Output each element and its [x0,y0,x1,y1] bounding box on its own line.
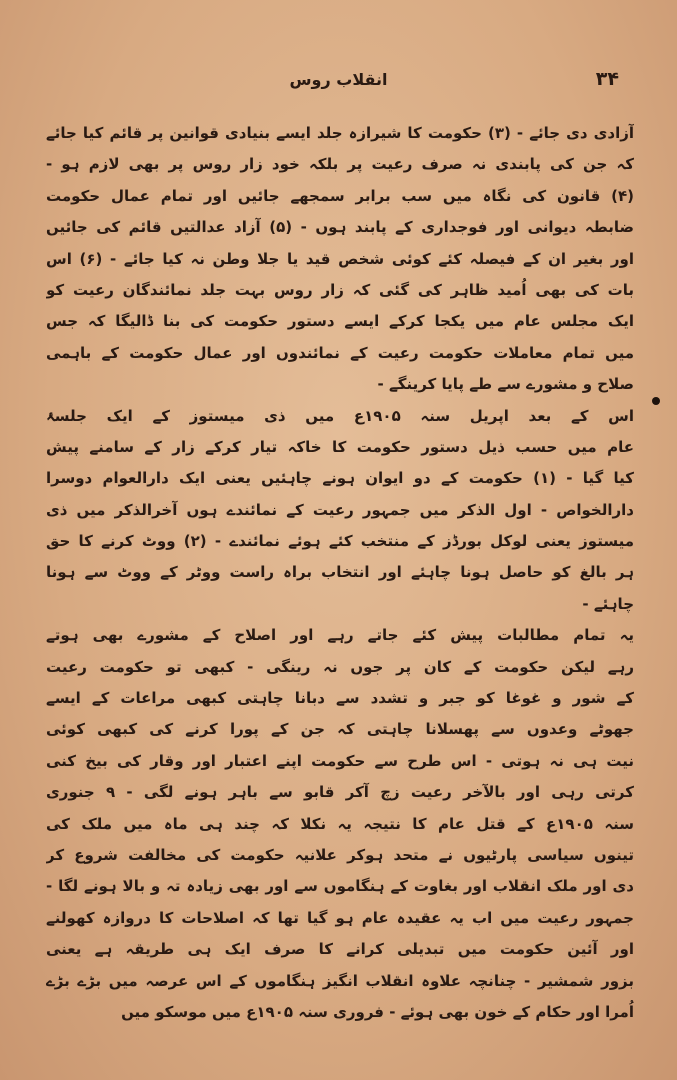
text-line: ہر بالغ کو حاصل ہونا چاہئے اور انتخاب براہ راست ووٹر کے ووٹ سے ہونا [46,563,634,582]
text-line: دی اور ملک انقلاب اور بغاوت کے ہنگاموں سے اور بھی زیادہ تہ و بالا ہونے لگا - [46,877,634,896]
text-line: صلاح و مشورے سے طے پایا کرینگے - [377,375,634,394]
body-text [46,118,634,1028]
page-number: ۳۴ [595,68,619,90]
text-line: کے شور و غوغا کو جبر و تشدد سے دبانا چاہتی کبھی مراعات کے ایسے [46,689,634,708]
text-line: عام میں حسب ذیل دستور حکومت کا خاکہ تیار کرکے زار کے سامنے پیش [46,437,634,456]
text-line: میں تمام معاملات حکومت رعیت کے نمائندوں اور عمال حکومت کے باہمی [46,343,634,362]
text-line: جھوٹے وعدوں سے پھسلانا چاہتی کہ جن کے پورا کرنے کی کبھی کوئی [46,720,634,739]
text-line: نیت ہی نہ ہوتی - اس طرح سے حکومت اپنے اعتبار اور وقار کی بیخ کنی [46,751,634,770]
text-line: جمہور رعیت میں اب یہ عقیدہ عام ہو گیا تھا کہ اصلاحات کا دروازہ کھولنے [46,908,634,927]
text-line: یہ تمام مطالبات پیش کئے جاتے رہے اور اصلاح کے مشورے بھی ہوتے [46,626,634,645]
text-line: ضابطہ دیوانی اور فوجداری کے پابند ہوں - (۵) آزاد عدالتیں قائم کی جائیں [46,218,634,237]
text-line: کیا گیا - (۱) حکومت کے دو ایوان ہونے چاہئیں یعنی ایک دارالعوام دوسرا [46,469,634,488]
text-line: میستوز یعنی لوکل بورڈز کے منتخب کئے ہوئے نمائندے - (۲) ووٹ کرنے کا حق [46,532,634,551]
text-line: دارالخواص - اول الذکر میں جمہور رعیت کے نمائندے ہوں آخرالذکر میں ذی [46,500,634,519]
ink-mark [652,397,660,405]
text-line: کرتی رہی اور بالآخر رعیت زچ آکر قابو سے باہر ہونے لگی - ۹ جنوری [46,783,634,802]
text-line: آزادی دی جائے - (۳) حکومت کا شیرازہ جلد ایسے بنیادی قوانین پر قائم کیا جائے [46,124,634,142]
text-line: رہے لیکن حکومت کے کان پر جوں نہ رینگی - کبھی تو حکومت رعیت [46,657,634,676]
text-line: چاہئے - [582,594,634,613]
text-line: بات کی بھی اُمید ظاہر کی گئی کہ زار روس بہت جلد نمائندگان رعیت کو [46,280,634,299]
text-line: تینوں سیاسی پارٹیوں نے متحد ہوکر علانیہ حکومت کی مخالفت شروع کر [46,845,634,864]
text-line: سنہ ۱۹۰۵ع کے قتل عام کا نتیجہ یہ نکلا کہ چند ہی ماہ میں ملک کی [46,814,634,833]
paragraph [46,620,634,1028]
text-line: اس کے بعد اپریل سنہ ۱۹۰۵ع میں ذی میستوز کے ایک جلسۂ [46,406,634,425]
page-header [0,68,677,98]
text-line: اور آئین حکومت میں تبدیلی کرانے کا صرف ایک ہی طریقہ ہے یعنی [46,940,634,959]
paragraph [46,118,634,401]
text-line: اور بغیر ان کے فیصلہ کئے کوئی شخص قید یا جلا وطن نہ کیا جائے - (۶) اس [46,249,634,268]
text-line: بزور شمشیر - چنانچہ علاوہ انقلاب انگیز ہنگاموں کے اس عرصہ میں بڑے بڑے [46,971,634,990]
running-title: انقلاب روس [289,70,388,89]
paragraph [46,401,634,621]
text-line: کہ جن کی پابندی نہ صرف رعیت پر بلکہ خود زار روس پر بھی لازم ہو - [46,155,634,174]
text-line: اُمرا اور حکام کے خون بھی ہوئے - فروری سنہ ۱۹۰۵ع میں موسکو میں [121,1002,634,1021]
text-line: (۴) قانون کی نگاہ میں سب برابر سمجھے جائیں اور تمام عمال حکومت [46,186,634,205]
text-line: ایک مجلس عام میں یکجا کرکے ایسے دستور حکومت کی بنا ڈالیگا کہ جس [46,312,634,331]
